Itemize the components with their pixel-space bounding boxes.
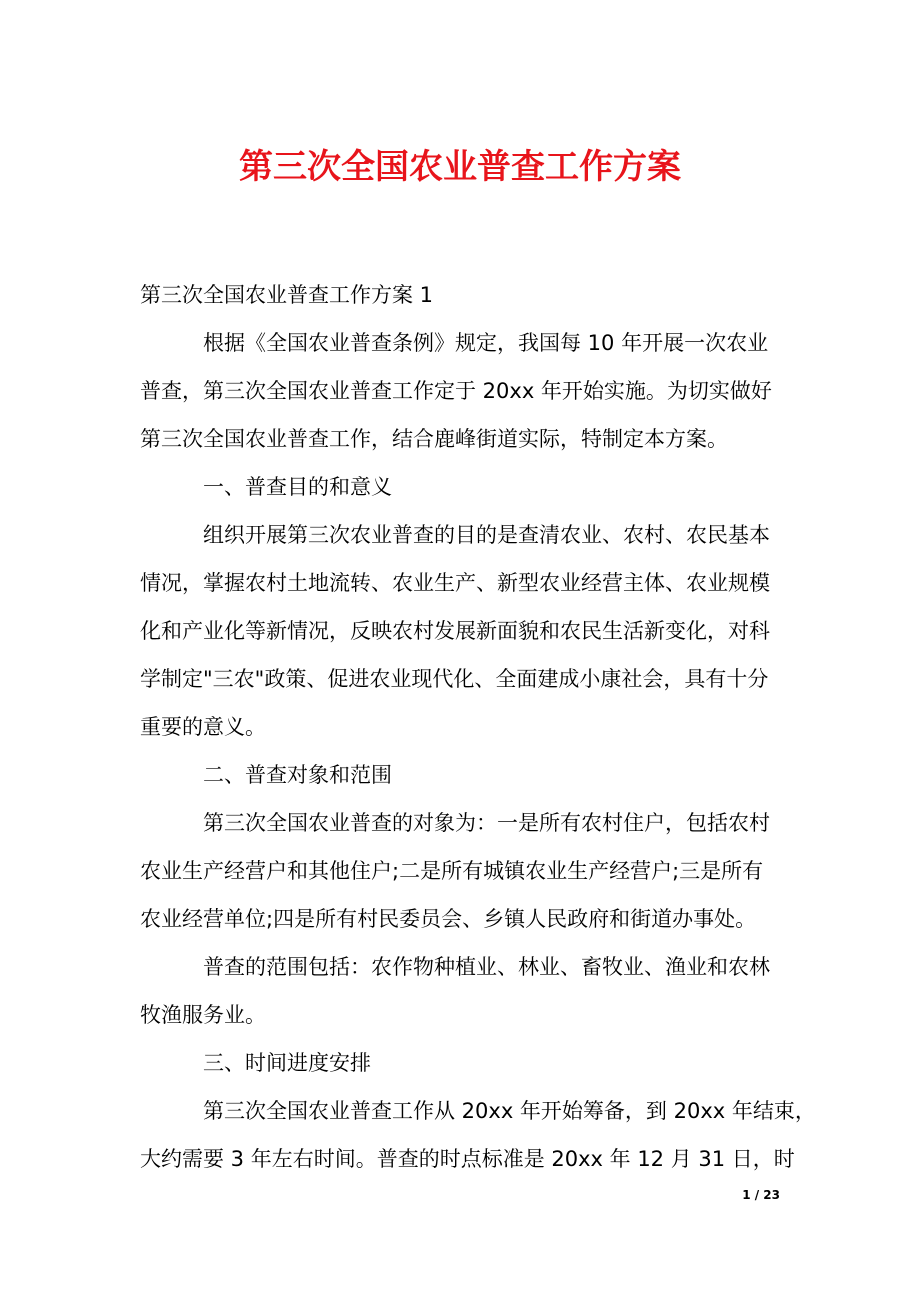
paragraph-line: 根据《全国农业普查条例》规定，我国每 10 年开展一次农业 — [203, 331, 769, 355]
paragraph-line: 重要的意义。 — [140, 715, 266, 739]
paragraph-line: 组织开展第三次农业普查的目的是查清农业、农村、农民基本 — [203, 523, 770, 547]
section-heading: 第三次全国农业普查工作方案 1 — [140, 283, 434, 307]
paragraph-line: 普查，第三次全国农业普查工作定于 20xx 年开始实施。为切实做好 — [140, 379, 772, 403]
section-heading: 一、普查目的和意义 — [203, 475, 392, 499]
paragraph-line: 农业生产经营户和其他住户;二是所有城镇农业生产经营户;三是所有 — [140, 859, 764, 883]
paragraph-line: 第三次全国农业普查工作从 20xx 年开始筹备，到 20xx 年结束， — [203, 1099, 816, 1123]
document-title: 第三次全国农业普查工作方案 — [239, 147, 681, 187]
paragraph-line: 大约需要 3 年左右时间。普查的时点标准是 20xx 年 12 月 31 日，时 — [140, 1147, 795, 1171]
paragraph-line: 第三次全国农业普查工作，结合鹿峰街道实际，特制定本方案。 — [140, 427, 728, 451]
section-heading: 二、普查对象和范围 — [203, 763, 392, 787]
section-heading: 三、时间进度安排 — [203, 1051, 371, 1075]
paragraph-line: 学制定"三农"政策、促进农业现代化、全面建成小康社会，具有十分 — [140, 667, 769, 691]
paragraph-line: 牧渔服务业。 — [140, 1003, 266, 1027]
paragraph-line: 第三次全国农业普查的对象为：一是所有农村住户，包括农村 — [203, 811, 770, 835]
paragraph-line: 普查的范围包括：农作物种植业、林业、畜牧业、渔业和农林 — [203, 955, 770, 979]
paragraph-line: 农业经营单位;四是所有村民委员会、乡镇人民政府和街道办事处。 — [140, 907, 757, 931]
paragraph-line: 化和产业化等新情况，反映农村发展新面貌和农民生活新变化，对科 — [140, 619, 770, 643]
paragraph-line: 情况，掌握农村土地流转、农业生产、新型农业经营主体、农业规模 — [140, 571, 770, 595]
page-number: 1 / 23 — [742, 1188, 780, 1202]
